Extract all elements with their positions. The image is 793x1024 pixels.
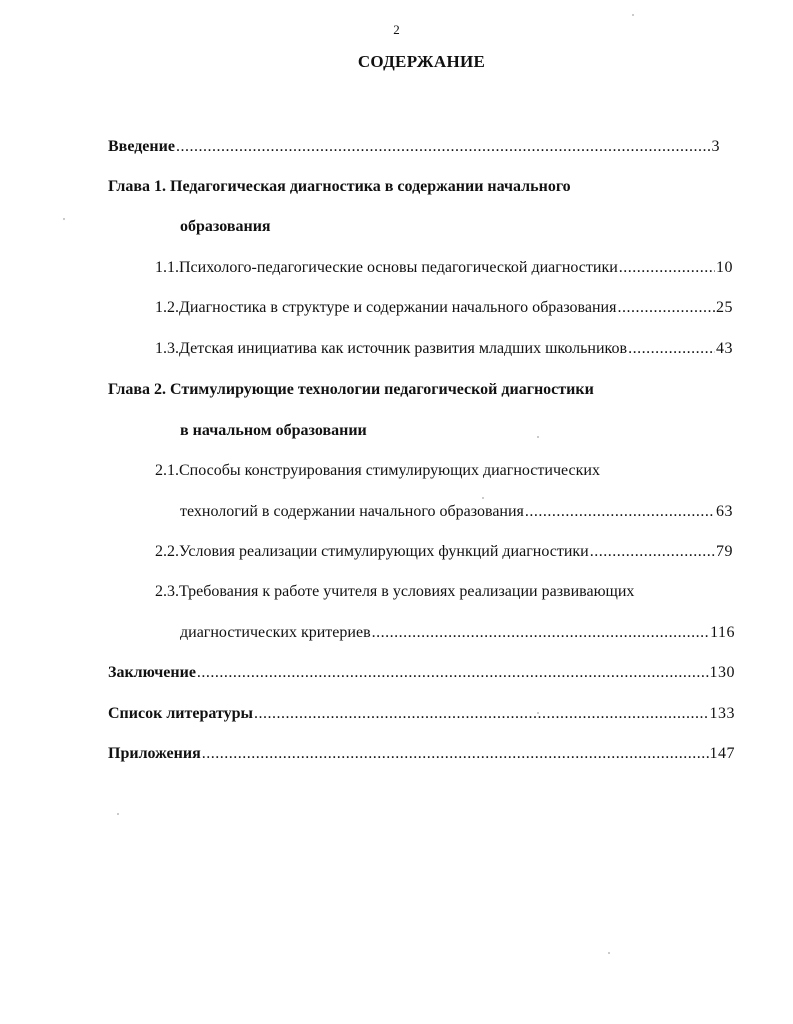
toc-page-number: 43 xyxy=(716,340,733,357)
toc-entry-2-1 xyxy=(180,502,733,524)
scan-speck xyxy=(537,436,539,438)
toc-entry-2-2 xyxy=(155,542,733,564)
scan-speck xyxy=(482,497,484,499)
toc-page-number: 10 xyxy=(716,259,733,276)
toc-entry-2-3 xyxy=(180,623,735,645)
toc-label: Список литературы xyxy=(108,705,253,722)
scan-speck xyxy=(63,218,65,220)
toc-page-number: 133 xyxy=(709,705,735,722)
toc-entry-1-3 xyxy=(155,339,733,361)
toc-label: 1.2.Диагностика в структуре и содержании начального образования xyxy=(155,299,617,316)
toc-leader-dots xyxy=(590,542,715,562)
toc-entry-1-2 xyxy=(155,298,733,320)
page-title: СОДЕРЖАНИЕ xyxy=(357,52,486,71)
toc-page-number: 79 xyxy=(716,543,733,560)
toc-entry-literature xyxy=(108,704,735,726)
toc-label: Введение xyxy=(108,138,175,155)
toc-entry-2-3-line1: 2.3.Требования к работе учителя в условиях реализации развивающих xyxy=(155,583,635,600)
scan-speck xyxy=(117,813,119,815)
toc-page-number: 116 xyxy=(710,624,735,641)
toc-entry-conclusion xyxy=(108,663,735,685)
toc-leader-dots xyxy=(525,502,715,522)
toc-page-number: 25 xyxy=(716,299,733,316)
toc-label: Приложения xyxy=(108,745,201,762)
scan-speck xyxy=(632,14,634,16)
toc-label: 1.3.Детская инициатива как источник развития младших школьников xyxy=(155,340,628,357)
toc-entry-intro xyxy=(108,137,720,159)
toc-label: технологий в содержании начального образования xyxy=(180,503,524,520)
toc-page-number: 130 xyxy=(709,664,735,681)
toc-label: 2.2.Условия реализации стимулирующих функций диагностики xyxy=(155,543,589,560)
page-number: 2 xyxy=(393,22,400,37)
toc-label: 1.1.Психолого-педагогические основы педагогической диагностики xyxy=(155,259,618,276)
toc-leader-dots xyxy=(176,137,711,157)
toc-chapter1-heading: Глава 1. Педагогическая диагностика в содержании начального xyxy=(108,178,571,195)
scan-speck xyxy=(537,712,539,714)
toc-label: диагностических критериев xyxy=(180,624,371,641)
toc-leader-dots xyxy=(628,339,715,359)
toc-leader-dots xyxy=(254,704,709,724)
scan-speck xyxy=(608,952,610,954)
toc-page-number: 3 xyxy=(711,138,720,155)
toc-leader-dots xyxy=(202,744,709,764)
toc-chapter2-heading-continued: в начальном образовании xyxy=(180,422,367,439)
toc-page-number: 147 xyxy=(709,745,735,762)
toc-chapter2-heading: Глава 2. Стимулирующие технологии педагогической диагностики xyxy=(108,381,594,398)
toc-entry-1-1 xyxy=(155,258,733,280)
toc-chapter1-heading-continued: образования xyxy=(180,218,271,235)
toc-entry-2-1-line1: 2.1.Способы конструирования стимулирующих диагностических xyxy=(155,462,600,479)
toc-leader-dots xyxy=(372,623,709,643)
toc-leader-dots xyxy=(619,258,715,278)
toc-label: Заключение xyxy=(108,664,196,681)
toc-leader-dots xyxy=(617,298,715,318)
toc-page-number: 63 xyxy=(716,503,733,520)
toc-leader-dots xyxy=(197,663,709,683)
toc-entry-appendices xyxy=(108,744,735,766)
